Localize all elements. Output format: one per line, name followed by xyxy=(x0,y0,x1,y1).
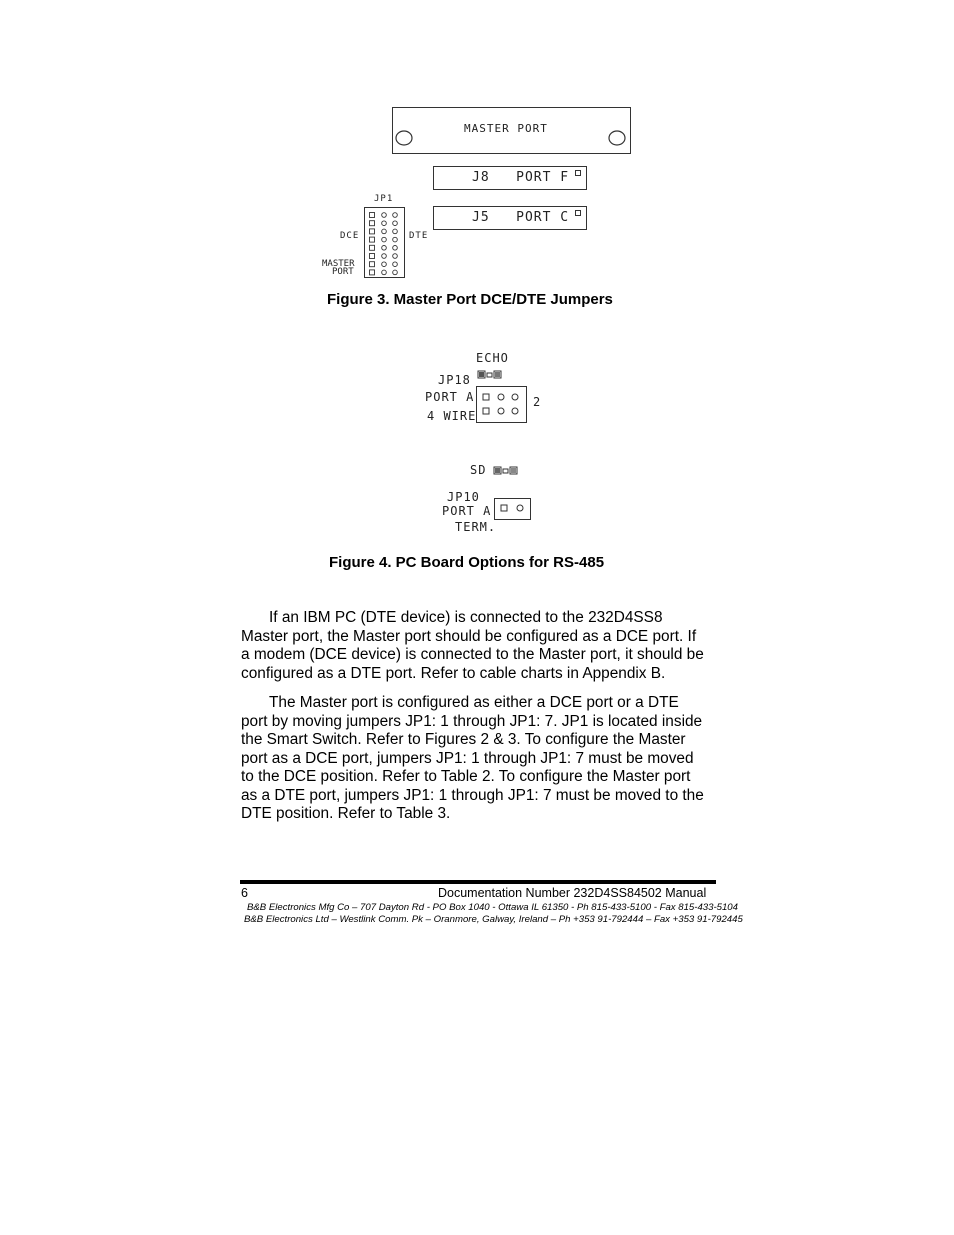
paragraph-2-line: port as a DCE port, jumpers JP1: 1 through JP1: 7 must be moved xyxy=(241,749,694,767)
master-port-label: MASTER PORT xyxy=(464,122,548,135)
port-a-label: PORT A xyxy=(425,390,475,404)
page-number: 6 xyxy=(241,886,248,900)
dce-label: DCE xyxy=(340,231,360,241)
jp18-label: JP18 xyxy=(438,373,471,387)
paragraph-1-line: a modem (DCE device) is connected to the Master port, it should be xyxy=(241,646,704,663)
paragraph-1-line: Master port, the Master port should be configured as a DCE port. If xyxy=(241,627,697,645)
figure-4-caption: Figure 4. PC Board Options for RS-485 xyxy=(329,554,605,571)
doc-number: Documentation Number 232D4SS84502 Manual xyxy=(438,886,707,900)
jp1-label: JP1 xyxy=(374,194,394,204)
term-label: TERM. xyxy=(455,520,497,534)
port-a-term-label: PORT A xyxy=(442,504,492,518)
paragraph-1-line: If an IBM PC (DTE device) is connected to the 232D4SS8 xyxy=(269,609,663,626)
paragraph-1-line: configured as a DTE port. Refer to cable charts in Appendix B. xyxy=(241,664,666,682)
footer-address-us: B&B Electronics Mfg Co – 707 Dayton Rd - PO Box 1040 - Ottawa IL 61350 - Ph 815-433-5100 - Fax 815-433-5104 xyxy=(247,902,738,913)
echo-label: ECHO xyxy=(476,351,509,365)
paragraph-2-line: DTE position. Refer to Table 3. xyxy=(241,805,451,822)
master-label: MASTER xyxy=(322,259,355,269)
paragraph-2-line: The Master port is configured as either a DCE port or a DTE xyxy=(269,694,679,711)
dte-label: DTE xyxy=(409,231,429,241)
footer-address-ie: B&B Electronics Ltd – Westlink Comm. Pk – Oranmore, Galway, Ireland – Ph +353 91-792444 – Fax +353 91-792445 xyxy=(244,914,743,925)
sd-label: SD xyxy=(470,463,487,477)
jp10-label: JP10 xyxy=(447,490,480,504)
j5-label: J5 PORT C xyxy=(472,210,570,225)
paragraph-2-line: port by moving jumpers JP1: 1 through JP1: 7. JP1 is located inside xyxy=(241,712,703,730)
paragraph-2 xyxy=(241,694,717,824)
jp10-pins xyxy=(0,0,954,600)
j8-label: J8 PORT F xyxy=(472,170,570,185)
paragraph-1 xyxy=(241,609,717,683)
four-wire-label: 4 WIRE xyxy=(427,409,477,423)
port-label: PORT xyxy=(332,267,354,277)
figure-3-caption: Figure 3. Master Port DCE/DTE Jumpers xyxy=(327,291,613,308)
jp18-pin-2-label: 2 xyxy=(533,395,542,409)
paragraph-2-line: to the DCE position. Refer to Table 2. To configure the Master port xyxy=(241,768,691,785)
paragraph-2-line: the Smart Switch. Refer to Figures 2 & 3. To configure the Master xyxy=(241,731,686,748)
footer-divider xyxy=(240,880,716,884)
paragraph-2-line: as a DTE port, jumpers JP1: 1 through JP1: 7 must be moved to the xyxy=(241,786,704,804)
